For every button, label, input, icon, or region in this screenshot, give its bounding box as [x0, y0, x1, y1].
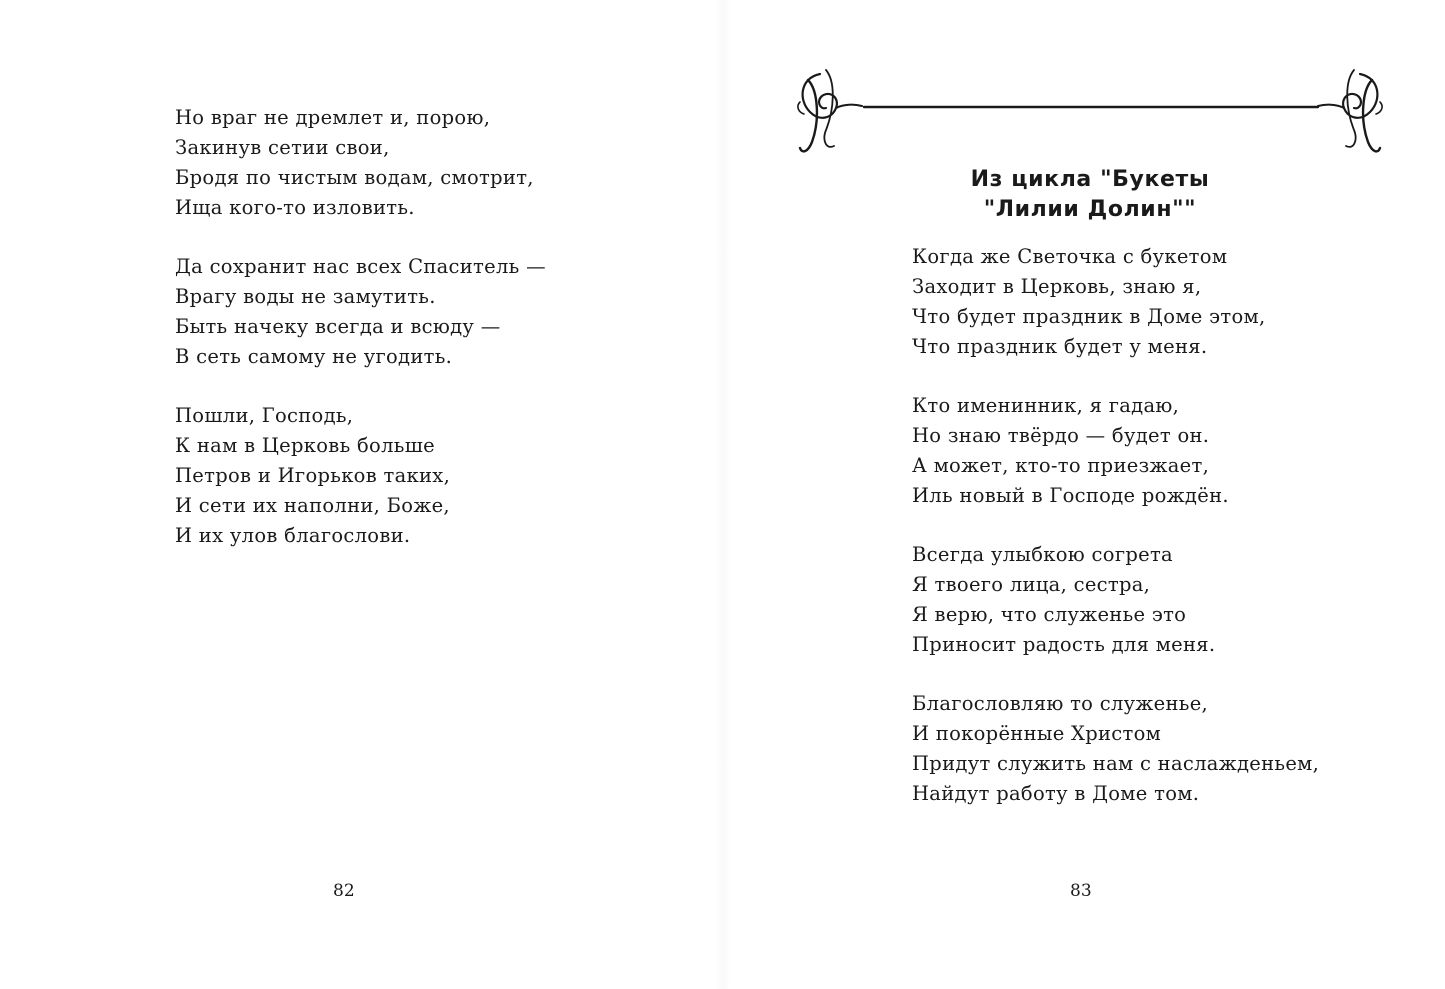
poem-line: Но враг не дремлет и, порою, [175, 106, 491, 129]
poem-line: Пошли, Господь, [175, 404, 354, 427]
poem-line: Благословляю то служенье, [912, 692, 1209, 715]
poem-title-line: Из цикла "Букеты [970, 167, 1210, 192]
poem-line: Я твоего лица, сестра, [912, 573, 1151, 596]
poem-line: Ища кого-то изловить. [175, 196, 415, 219]
page-number-left: 82 [333, 881, 355, 901]
poem-line: Приносит радость для меня. [912, 633, 1216, 656]
poem-title-line: "Лилии Долин"" [983, 197, 1197, 222]
right-poem [912, 242, 1319, 838]
poem-line: Когда же Светочка с букетом [912, 245, 1228, 268]
page-number-right: 83 [1070, 881, 1092, 901]
poem-line: И покорённые Христом [912, 722, 1162, 745]
poem-line: Петров и Игорьков таких, [175, 464, 451, 487]
poem-line: Быть начеку всегда и всюду — [175, 315, 501, 338]
left-poem [175, 103, 546, 580]
poem-title [800, 165, 1380, 225]
poem-line: К нам в Церковь больше [175, 434, 435, 457]
stanza [175, 252, 546, 372]
poem-line: Иль новый в Господе рождён. [912, 484, 1229, 507]
stanza [912, 391, 1319, 511]
poem-line: Врагу воды не замутить. [175, 285, 436, 308]
poem-line: И их улов благослови. [175, 524, 411, 547]
poem-line: В сеть самому не угодить. [175, 345, 453, 368]
poem-line: Но знаю твёрдо — будет он. [912, 424, 1210, 447]
poem-line: Найдут работу в Доме том. [912, 782, 1200, 805]
stanza [175, 401, 546, 551]
stanza [912, 242, 1319, 362]
poem-line: А может, кто-то приезжает, [912, 454, 1210, 477]
poem-line: Что праздник будет у меня. [912, 335, 1208, 358]
poem-line: Закинув сетии свои, [175, 136, 390, 159]
poem-line: Заходит в Церковь, знаю я, [912, 275, 1202, 298]
flourish-divider-icon [790, 60, 1390, 160]
poem-line: Я верю, что служенье это [912, 603, 1187, 626]
poem-line: И сети их наполни, Боже, [175, 494, 450, 517]
poem-line: Да сохранит нас всех Спаситель — [175, 255, 546, 278]
poem-line: Бродя по чистым водам, смотрит, [175, 166, 534, 189]
poem-line: Придут служить нам с наслажденьем, [912, 752, 1320, 775]
book-gutter [716, 0, 730, 989]
poem-line: Что будет праздник в Доме этом, [912, 305, 1266, 328]
stanza [912, 689, 1319, 809]
poem-line: Всегда улыбкою согрета [912, 543, 1173, 566]
stanza [912, 540, 1319, 660]
stanza [175, 103, 546, 223]
poem-line: Кто именинник, я гадаю, [912, 394, 1180, 417]
